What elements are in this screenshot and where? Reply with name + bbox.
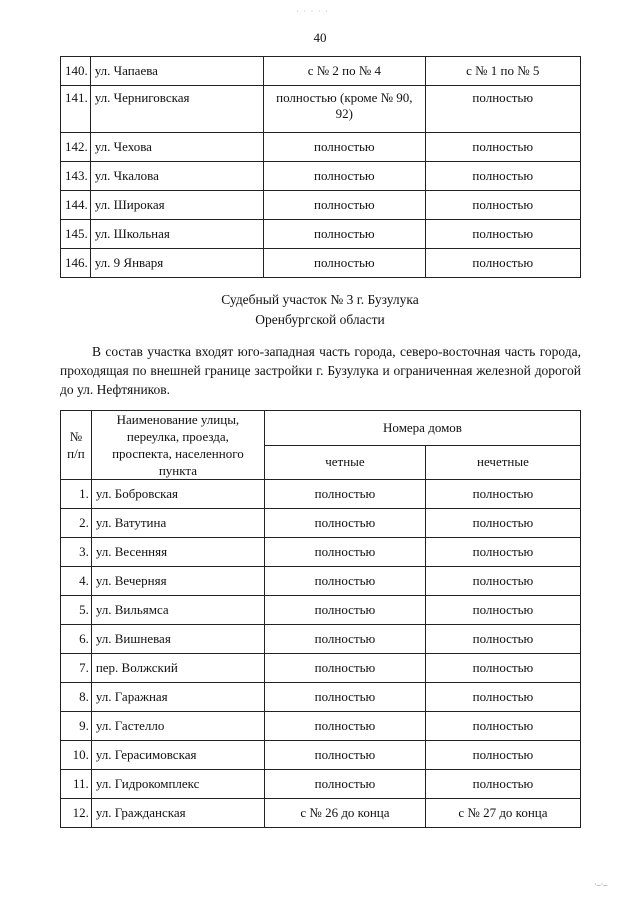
even-houses: полностью (кроме № 90, 92) — [264, 86, 425, 133]
street-name: ул. Герасимовская — [91, 741, 264, 770]
table-row — [61, 133, 581, 162]
street-name: ул. Весенняя — [91, 538, 264, 567]
street-name: ул. Ватутина — [91, 509, 264, 538]
header-street-name: Наименование улицы, переулка, проезда, проспекта, населенного пункта — [91, 411, 264, 480]
even-houses: полностью — [265, 625, 426, 654]
even-houses: полностью — [265, 596, 426, 625]
even-houses: полностью — [264, 220, 425, 249]
row-number: 1. — [61, 480, 92, 509]
table-row — [61, 86, 581, 133]
odd-houses: полностью — [425, 480, 580, 509]
page-number: 40 — [313, 30, 327, 45]
odd-houses: с № 27 до конца — [425, 799, 580, 828]
continued-streets-table — [60, 56, 581, 278]
table-row — [61, 625, 581, 654]
section-title-line1: Судебный участок № 3 г. Бузулука — [221, 292, 419, 307]
even-houses: полностью — [265, 567, 426, 596]
table-row — [61, 654, 581, 683]
streets-table-header — [61, 411, 581, 480]
even-houses: полностью — [265, 654, 426, 683]
row-number: 7. — [61, 654, 92, 683]
streets-table — [60, 410, 581, 828]
even-houses: с № 26 до конца — [265, 799, 426, 828]
street-name: ул. Гидрокомплекс — [91, 770, 264, 799]
street-name: ул. Чкалова — [90, 162, 263, 191]
even-houses: полностью — [264, 249, 425, 278]
table-row — [61, 567, 581, 596]
table-row — [61, 741, 581, 770]
street-name: ул. Широкая — [90, 191, 263, 220]
row-number: 12. — [61, 799, 92, 828]
section-description: В состав участка входят юго-западная часть города, северо-восточная часть города, проходящая по внешней границе застройки г. Бузулука и ограниченная железной дорогой до ул. Нефтяников. — [60, 344, 581, 397]
row-number: 145. — [61, 220, 91, 249]
street-name: ул. Вишневая — [91, 625, 264, 654]
odd-houses: полностью — [425, 220, 580, 249]
row-number: 146. — [61, 249, 91, 278]
odd-houses: полностью — [425, 596, 580, 625]
table-row — [61, 191, 581, 220]
even-houses: полностью — [265, 683, 426, 712]
row-number: 2. — [61, 509, 92, 538]
odd-houses: полностью — [425, 86, 580, 133]
section-title-line2: Оренбургской области — [255, 312, 385, 327]
even-houses: полностью — [264, 162, 425, 191]
odd-houses: полностью — [425, 567, 580, 596]
street-name: ул. Чехова — [90, 133, 263, 162]
odd-houses: полностью — [425, 162, 580, 191]
row-number: 142. — [61, 133, 91, 162]
table-row — [61, 712, 581, 741]
street-name: пер. Волжский — [91, 654, 264, 683]
street-name: ул. Школьная — [90, 220, 263, 249]
street-name: ул. Вильямса — [91, 596, 264, 625]
table-row — [61, 480, 581, 509]
header-house-numbers: Номера домов — [265, 411, 581, 446]
table-row — [61, 57, 581, 86]
street-name: ул. Чапаева — [90, 57, 263, 86]
row-number: 9. — [61, 712, 92, 741]
even-houses: полностью — [265, 480, 426, 509]
even-houses: полностью — [265, 509, 426, 538]
continued-streets-body — [61, 57, 581, 278]
row-number: 10. — [61, 741, 92, 770]
street-name: ул. Черниговская — [90, 86, 263, 133]
street-name: ул. Гаражная — [91, 683, 264, 712]
row-number: 8. — [61, 683, 92, 712]
table-row — [61, 162, 581, 191]
row-number: 3. — [61, 538, 92, 567]
streets-table-body — [61, 480, 581, 828]
header-odd: нечетные — [425, 445, 580, 480]
table-row — [61, 220, 581, 249]
odd-houses: полностью — [425, 654, 580, 683]
odd-houses: с № 1 по № 5 — [425, 57, 580, 86]
odd-houses: полностью — [425, 249, 580, 278]
scan-mark: · · · · · — [296, 6, 329, 16]
even-houses: полностью — [265, 538, 426, 567]
header-number: № п/п — [61, 411, 92, 480]
even-houses: полностью — [264, 133, 425, 162]
table-row — [61, 799, 581, 828]
row-number: 5. — [61, 596, 92, 625]
odd-houses: полностью — [425, 538, 580, 567]
odd-houses: полностью — [425, 509, 580, 538]
odd-houses: полностью — [425, 683, 580, 712]
table-row — [61, 683, 581, 712]
street-name: ул. Гражданская — [91, 799, 264, 828]
odd-houses: полностью — [425, 741, 580, 770]
row-number: 6. — [61, 625, 92, 654]
even-houses: с № 2 по № 4 — [264, 57, 425, 86]
even-houses: полностью — [264, 191, 425, 220]
odd-houses: полностью — [425, 770, 580, 799]
row-number: 4. — [61, 567, 92, 596]
table-row — [61, 596, 581, 625]
odd-houses: полностью — [425, 133, 580, 162]
even-houses: полностью — [265, 712, 426, 741]
section-heading — [0, 290, 640, 330]
header-even: четные — [265, 445, 426, 480]
even-houses: полностью — [265, 770, 426, 799]
table-row — [61, 770, 581, 799]
row-number: 144. — [61, 191, 91, 220]
street-name: ул. Бобровская — [91, 480, 264, 509]
odd-houses: полностью — [425, 191, 580, 220]
odd-houses: полностью — [425, 712, 580, 741]
row-number: 141. — [61, 86, 91, 133]
street-name: ул. Гастелло — [91, 712, 264, 741]
odd-houses: полностью — [425, 625, 580, 654]
row-number: 140. — [61, 57, 91, 86]
even-houses: полностью — [265, 741, 426, 770]
street-name: ул. Вечерняя — [91, 567, 264, 596]
corner-mark: ·–·– — [594, 880, 608, 889]
table-row — [61, 249, 581, 278]
row-number: 11. — [61, 770, 92, 799]
street-name: ул. 9 Января — [90, 249, 263, 278]
table-row — [61, 509, 581, 538]
row-number: 143. — [61, 162, 91, 191]
table-row — [61, 538, 581, 567]
